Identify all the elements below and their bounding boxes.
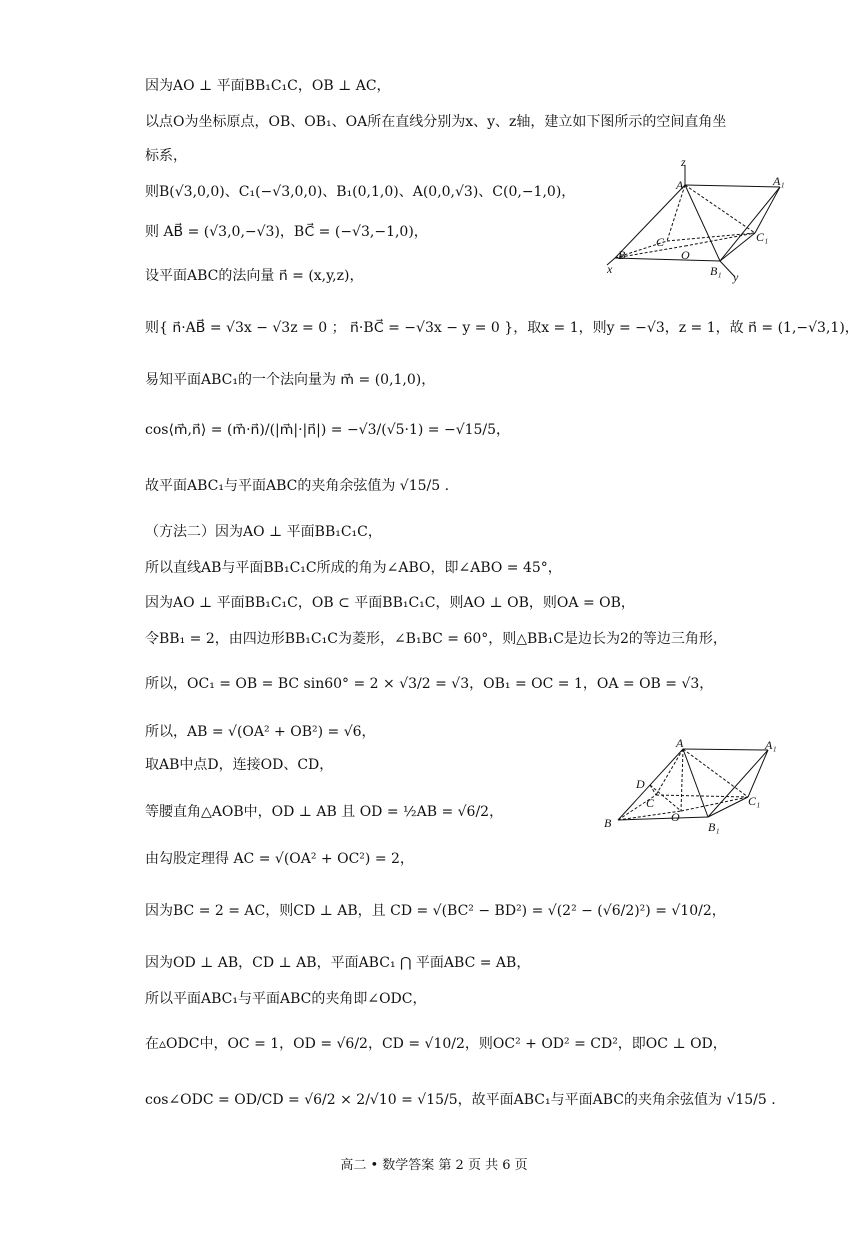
text-line-16: 所以，AB = √(OA² + OB²) = √6，	[145, 724, 376, 740]
text-line-9: cos⟨m⃗,n⃗⟩ = (m⃗·n⃗)/(|m⃗|·|n⃗|) = −√3/(√5·1) = −√15/5，	[145, 422, 511, 438]
text-line-22: 所以平面ABC₁与平面ABC的夹角即∠ODC，	[145, 991, 427, 1007]
fig1-label-C1: C₁	[756, 230, 769, 244]
text-line-13: 因为AO ⊥ 平面BB₁C₁C，OB ⊂ 平面BB₁C₁C，则AO ⊥ OB，则OA = OB，	[145, 595, 635, 611]
fig2-label-O: O	[671, 810, 680, 824]
text-line-21: 因为OD ⊥ AB，CD ⊥ AB，平面ABC₁ ⋂ 平面ABC = AB，	[145, 955, 531, 971]
page-footer: 高二 • 数学答案 第 2 页 共 6 页	[340, 1158, 528, 1173]
text-line-6: 设平面ABC的法向量 n⃗ = (x,y,z)，	[145, 268, 364, 284]
text-line-15: 所以，OC₁ = OB = BC sin60° = 2 × √3/2 = √3，OB₁ = OC = 1，OA = OB = √3，	[145, 676, 714, 692]
text-line-5: 则 AB⃗ = (√3,0,−√3)，BC⃗ = (−√3,−1,0)，	[145, 224, 428, 240]
text-line-14: 令BB₁ = 2，由四边形BB₁C₁C为菱形，∠B₁BC = 60°，则△BB₁C是边长为2的等边三角形，	[145, 631, 727, 647]
figure-prism-midpoint	[598, 735, 788, 835]
text-line-19: 由勾股定理得 AC = √(OA² + OC²) = 2，	[145, 851, 414, 867]
fig2-label-B: B	[604, 816, 612, 830]
text-line-23: 在▵ODC中，OC = 1，OD = √6/2，CD = √10/2，则OC² + OD² = CD²，即OC ⊥ OD，	[145, 1036, 727, 1052]
fig1-label-B1: B₁	[710, 264, 722, 278]
text-line-4: 则B(√3,0,0)、C₁(−√3,0,0)、B₁(0,1,0)、A(0,0,√3)、C(0,−1,0)，	[145, 184, 576, 200]
fig1-label-x: x	[607, 262, 613, 276]
fig2-label-B1: B₁	[708, 820, 720, 834]
text-line-11: （方法二）因为AO ⊥ 平面BB₁C₁C，	[145, 524, 382, 540]
fig2-label-A: A	[676, 736, 684, 750]
text-line-17: 取AB中点D，连接OD、CD，	[145, 757, 334, 773]
fig1-label-B: B	[618, 248, 626, 262]
fig1-label-C: C	[656, 235, 665, 249]
fig1-label-z: z	[681, 155, 686, 169]
text-line-8: 易知平面ABC₁的一个法向量为 m⃗ = (0,1,0)，	[145, 372, 436, 388]
text-line-20: 因为BC = 2 = AC，则CD ⊥ AB，且 CD = √(BC² − BD²) = √(2² − (√6/2)²) = √10/2，	[145, 903, 726, 919]
fig2-label-C1: C₁	[748, 794, 761, 808]
fig2-label-A1: A₁	[765, 738, 777, 752]
fig2-label-D: D	[636, 777, 645, 791]
text-line-7: 则{ n⃗·AB⃗ = √3x − √3z = 0 ； n⃗·BC⃗ = −√3x − y = 0 }，取x = 1，则y = −√3，z = 1，故 n⃗ = (1,−√3,1)，	[145, 320, 859, 336]
text-line-12: 所以直线AB与平面BB₁C₁C所成的角为∠ABO，即∠ABO = 45°，	[145, 560, 562, 576]
fig1-label-A: A	[676, 178, 684, 192]
text-line-1: 因为AO ⊥ 平面BB₁C₁C，OB ⊥ AC，	[145, 78, 391, 94]
fig1-label-O: O	[681, 248, 690, 262]
text-line-18: 等腰直角△AOB中，OD ⊥ AB 且 OD = ½AB = √6/2，	[145, 804, 504, 820]
text-line-3: 标系，	[145, 148, 187, 164]
figure-coordinate-prism	[590, 155, 805, 285]
fig2-label-C: C	[646, 796, 655, 810]
text-line-24: cos∠ODC = OD/CD = √6/2 × 2/√10 = √15/5，故平面ABC₁与平面ABC的夹角余弦值为 √15/5 .	[145, 1092, 776, 1108]
fig1-label-A1: A₁	[773, 174, 785, 188]
text-line-10: 故平面ABC₁与平面ABC的夹角余弦值为 √15/5 .	[145, 478, 450, 494]
text-line-2: 以点O为坐标原点，OB、OB₁、OA所在直线分别为x、y、z轴，建立如下图所示的空间直角坐	[145, 114, 727, 130]
fig1-label-y: y	[733, 270, 739, 284]
